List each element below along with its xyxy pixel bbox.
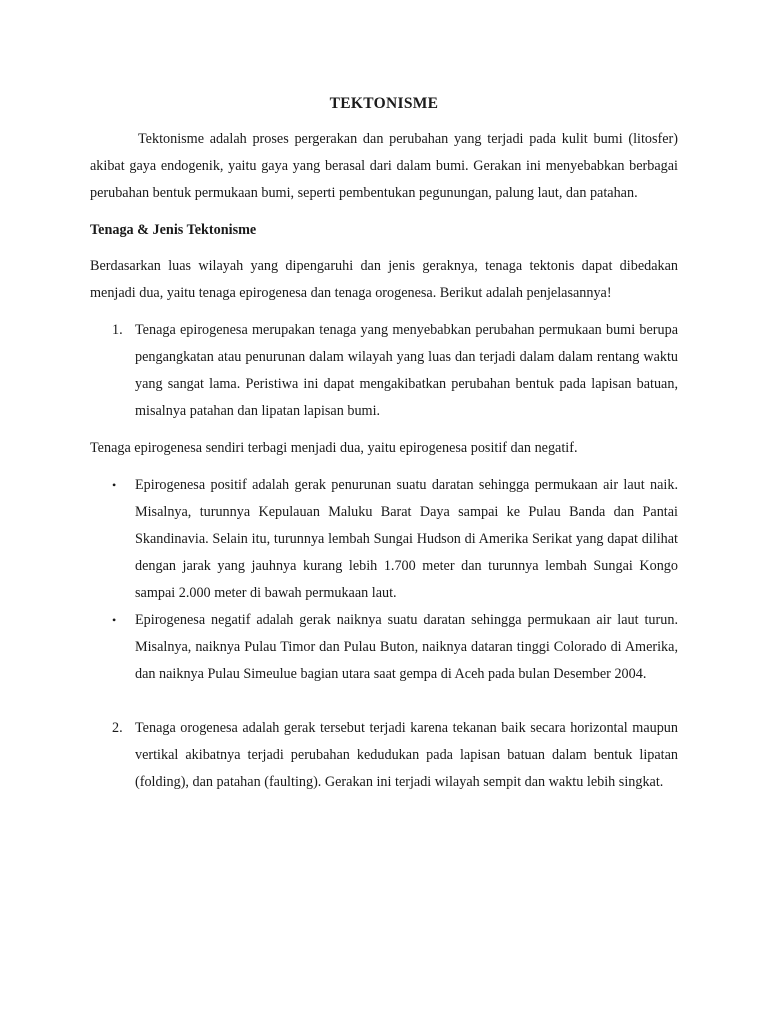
bullet-icon: •	[112, 613, 117, 627]
list-marker: 2.	[112, 720, 123, 736]
bullet-item-negatif	[90, 607, 678, 688]
epirogenesa-intro-paragraph: Tenaga epirogenesa sendiri terbagi menjadi dua, yaitu epirogenesa positif dan negatif.	[90, 440, 578, 456]
section-intro-paragraph: Berdasarkan luas wilayah yang dipengaruhi dan jenis geraknya, tenaga tektonis dapat dibedakan menjadi dua, yaitu tenaga epirogenesa dan tenaga orogenesa. Berikut adalah penjelasannya!	[90, 258, 678, 301]
bullet-icon: •	[112, 478, 117, 492]
list-item-orogenesa	[90, 715, 678, 796]
bullet-item-positif	[90, 472, 678, 607]
section-heading: Tenaga & Jenis Tektonisme	[90, 222, 257, 238]
list-item-epirogenesa	[90, 317, 678, 425]
list-item-text: Tenaga orogenesa adalah gerak tersebut terjadi karena tekanan baik secara horizontal maupun vertikal akibatnya terjadi perubahan kedudukan pada lapisan batuan dalam bentuk lipatan (folding), dan patahan (faulting). Gerakan ini terjadi wilayah sempit dan waktu lebih singkat.	[135, 720, 678, 790]
document-page	[90, 90, 678, 796]
intro-paragraph: Tektonisme adalah proses pergerakan dan perubahan yang terjadi pada kulit bumi (litosfer) akibat gaya endogenik, yaitu gaya yang berasal dari dalam bumi. Gerakan ini menyebabkan berbagai perubahan bentuk permukaan bumi, seperti pembentukan pegunungan, palung laut, dan patahan.	[90, 131, 678, 201]
list-marker: 1.	[112, 322, 123, 338]
list-item-text: Tenaga epirogenesa merupakan tenaga yang menyebabkan perubahan permukaan bumi berupa pengangkatan atau penurunan dalam wilayah yang luas dan terjadi dalam dalam rentang waktu yang sangat lama. Peristiwa ini dapat mengakibatkan perubahan bentuk pada lapisan batuan, misalnya patahan dan lipatan lapisan bumi.	[135, 322, 678, 419]
bullet-list	[90, 472, 678, 688]
bullet-text: Epirogenesa positif adalah gerak penurunan suatu daratan sehingga permukaan air laut naik. Misalnya, turunnya Kepulauan Maluku Barat Daya sampai ke Pulau Banda dan Pantai Skandinavia. Selain itu, turunnya lembah Sungai Hudson di Amerika Serikat yang dapat dilihat dengan jarak yang jauhnya kurang lebih 1.700 meter dan turunnya lembah Sungai Kongo sampai 2.000 meter di bawah permukaan laut.	[135, 477, 678, 601]
ordered-list-2	[90, 715, 678, 796]
bullet-text: Epirogenesa negatif adalah gerak naiknya suatu daratan sehingga permukaan air laut turun. Misalnya, naiknya Pulau Timor dan Pulau Buton, naiknya dataran tinggi Colorado di Amerika, dan naiknya Pulau Simeulue bagian utara saat gempa di Aceh pada bulan Desember 2004.	[135, 612, 678, 682]
ordered-list-1	[90, 317, 678, 425]
document-title: TEKTONISME	[329, 95, 439, 112]
